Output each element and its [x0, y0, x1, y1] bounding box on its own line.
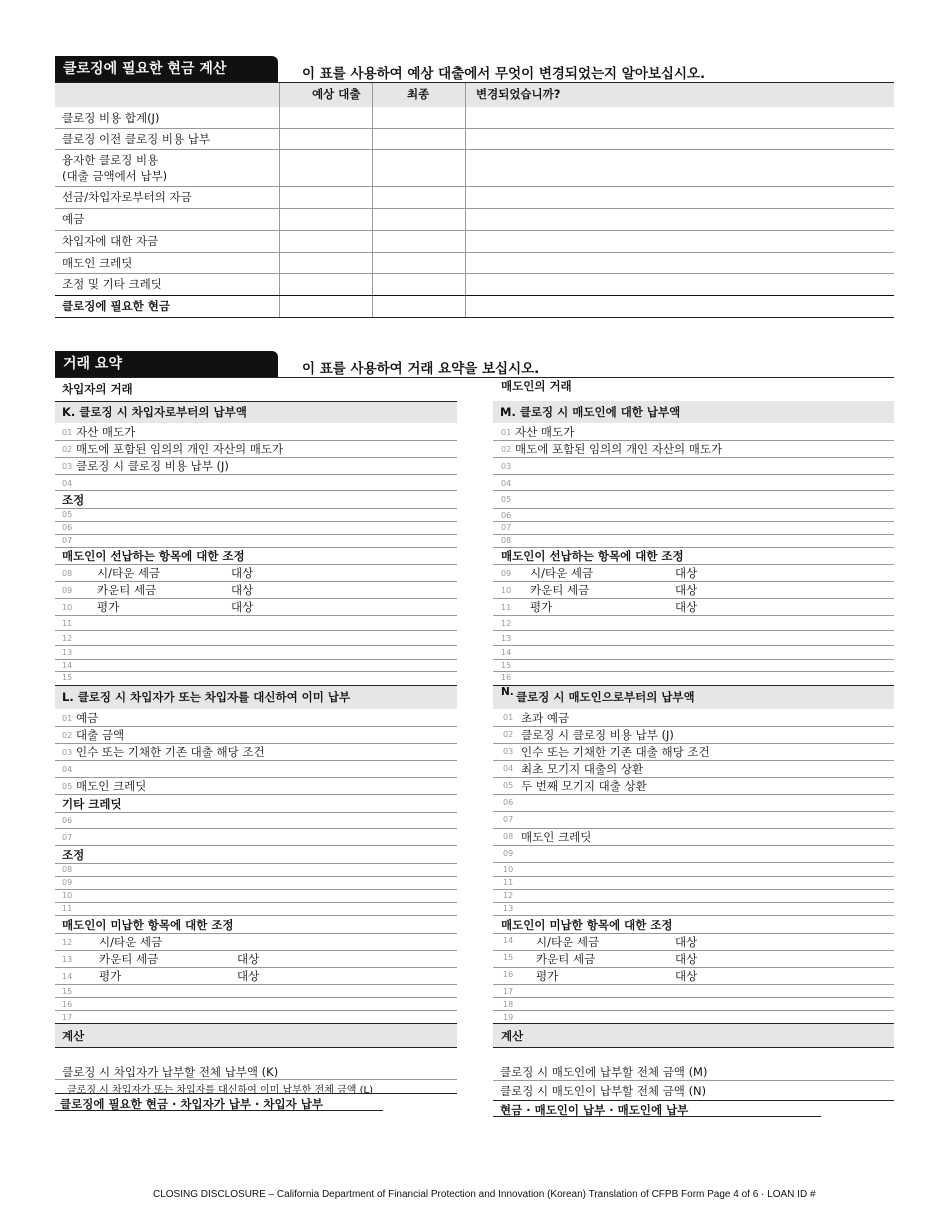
line-number: 05: [503, 781, 514, 790]
k-prepaid-heading: 매도인이 선납하는 항목에 대한 조정: [62, 549, 245, 563]
line-number: 13: [501, 634, 512, 643]
ctc-row-cash-to-close: 클로징에 필요한 현금: [62, 299, 170, 313]
seller-calc-title: 계산: [501, 1029, 524, 1043]
borrower-transaction-heading: 차입자의 거래: [62, 382, 133, 396]
line-number: 02: [62, 445, 73, 454]
line-number: 12: [62, 938, 73, 947]
n-line-04: 최초 모기지 대출의 상환: [521, 762, 644, 776]
line-number: 12: [501, 619, 512, 628]
m-line-11-to: 대상: [675, 600, 698, 614]
ctc-row-total-closing-costs: 클로징 비용 합계(J): [62, 111, 160, 125]
line-number: 11: [62, 619, 73, 628]
line-number: 05: [62, 510, 73, 519]
line-number: 15: [501, 661, 512, 670]
k-line-08: 시/타운 세금: [97, 566, 161, 580]
m-line-11: 평가: [530, 600, 553, 614]
m-prepaid-heading: 매도인이 선납하는 항목에 대한 조정: [501, 549, 684, 563]
k-adjustments-heading: 조정: [62, 493, 85, 507]
line-number: 07: [503, 815, 514, 824]
line-number: 09: [62, 586, 73, 595]
m-line-09: 시/타운 세금: [530, 566, 594, 580]
line-number: 04: [501, 479, 512, 488]
k-line-08-to: 대상: [231, 566, 254, 580]
line-number: 14: [62, 972, 73, 981]
l-line-03: 인수 또는 기채한 기존 대출 해당 조건: [76, 745, 265, 759]
line-number: 12: [503, 891, 514, 900]
line-number: 11: [501, 603, 512, 612]
line-number: 10: [501, 586, 512, 595]
line-number: 15: [503, 953, 514, 962]
l-line-14-to: 대상: [237, 969, 260, 983]
line-number: 04: [62, 765, 73, 774]
section-m-title: M. 클로징 시 매도인에 대한 납부액: [500, 405, 681, 419]
line-number: 11: [62, 904, 73, 913]
l-adjustments-heading: 조정: [62, 848, 85, 862]
line-number: 08: [62, 569, 73, 578]
line-number: 11: [503, 878, 514, 887]
k-line-03: 클로징 시 클로징 비용 납부 (J): [76, 459, 229, 473]
l-unpaid-heading: 매도인이 미납한 항목에 대한 조정: [62, 918, 234, 932]
col-estimate: 예상 대출: [312, 87, 361, 101]
line-number: 02: [503, 730, 514, 739]
l-line-14: 평가: [99, 969, 122, 983]
line-number: 06: [501, 511, 512, 520]
ctc-row-seller-credits: 매도인 크레딧: [62, 256, 133, 270]
line-number: 10: [62, 603, 73, 612]
l-line-12: 시/타운 세금: [99, 935, 163, 949]
l-other-credits-heading: 기타 크레딧: [62, 797, 122, 811]
line-number: 13: [62, 648, 73, 657]
n-unpaid-heading: 매도인이 미납한 항목에 대한 조정: [501, 918, 673, 932]
borrower-calc-total-k: 클로징 시 차입자가 납부할 전체 납부액 (K): [62, 1065, 279, 1079]
line-number: 06: [62, 523, 73, 532]
line-number: 17: [503, 987, 514, 996]
line-number: 09: [62, 878, 73, 887]
line-number: 06: [503, 798, 514, 807]
seller-calc-total-m: 클로징 시 매도인에 납부할 전체 금액 (M): [500, 1065, 708, 1079]
line-number: 08: [62, 865, 73, 874]
n-line-14: 시/타운 세금: [536, 935, 600, 949]
line-number: 14: [501, 648, 512, 657]
k-line-10: 평가: [97, 600, 120, 614]
section-n-letter: N.: [501, 686, 514, 698]
line-number: 06: [62, 816, 73, 825]
col-final: 최종: [407, 87, 430, 101]
line-number: 01: [62, 428, 73, 437]
line-number: 03: [501, 462, 512, 471]
m-line-01: 자산 매도가: [515, 425, 575, 439]
line-number: 07: [62, 833, 73, 842]
k-line-02: 매도에 포함된 임의의 개인 자산의 매도가: [76, 442, 284, 456]
k-line-09: 카운티 세금: [97, 583, 157, 597]
ctc-header-row: [55, 83, 894, 107]
line-number: 09: [503, 849, 514, 858]
line-number: 16: [62, 1000, 73, 1009]
seller-transaction-heading: 매도인의 거래: [501, 379, 572, 393]
m-line-02: 매도에 포함된 임의의 개인 자산의 매도가: [515, 442, 723, 456]
line-number: 09: [501, 569, 512, 578]
line-number: 15: [62, 987, 73, 996]
l-line-01: 예금: [76, 711, 99, 725]
ctc-row-adjustments: 조정 및 기타 크레딧: [62, 277, 162, 291]
ctc-row-paid-before: 클로징 이전 클로징 비용 납부: [62, 132, 210, 146]
n-line-03: 인수 또는 기채한 기존 대출 해당 조건: [521, 745, 710, 759]
ctc-description: 이 표를 사용하여 예상 대출에서 무엇이 변경되었는지 알아보십시오.: [302, 66, 706, 82]
line-number: 05: [62, 782, 73, 791]
borrower-calc-header: [55, 1023, 457, 1047]
l-line-13: 카운티 세금: [99, 952, 159, 966]
n-line-15-to: 대상: [675, 952, 698, 966]
ts-description: 이 표를 사용하여 거래 요약을 보십시오.: [302, 361, 540, 377]
l-line-13-to: 대상: [237, 952, 260, 966]
line-number: 01: [503, 713, 514, 722]
line-number: 01: [62, 714, 73, 723]
line-number: 03: [503, 747, 514, 756]
ctc-title: 클로징에 필요한 현금 계산: [55, 56, 278, 82]
n-line-14-to: 대상: [675, 935, 698, 949]
n-line-16: 평가: [536, 969, 559, 983]
k-line-10-to: 대상: [231, 600, 254, 614]
k-line-01: 자산 매도가: [76, 425, 136, 439]
line-number: 12: [62, 634, 73, 643]
k-line-09-to: 대상: [231, 583, 254, 597]
line-number: 10: [62, 891, 73, 900]
line-number: 01: [501, 428, 512, 437]
l-line-05: 매도인 크레딧: [76, 779, 147, 793]
l-line-02: 대출 금액: [76, 728, 125, 742]
line-number: 07: [62, 536, 73, 545]
line-number: 18: [503, 1000, 514, 1009]
line-number: 04: [62, 479, 73, 488]
section-l-title: L. 클로징 시 차입자가 또는 차입자를 대신하여 이미 납부: [62, 690, 351, 704]
line-number: 03: [62, 462, 73, 471]
m-line-09-to: 대상: [675, 566, 698, 580]
line-number: 05: [501, 495, 512, 504]
line-number: 08: [503, 832, 514, 841]
line-number: 16: [503, 970, 514, 979]
borrower-calc-title: 계산: [62, 1029, 85, 1043]
borrower-calc-total-l: 클로징 시 차입자가 또는 차입자를 대신하여 이미 납부한 전체 금액 (L): [67, 1085, 373, 1096]
ts-title: 거래 요약: [55, 351, 278, 377]
ctc-row-deposit: 예금: [62, 212, 85, 226]
ctc-row-funds-for-borrower: 차입자에 대한 자금: [62, 234, 159, 248]
n-line-01: 초과 예금: [521, 711, 570, 725]
n-line-08: 매도인 크레딧: [521, 830, 592, 844]
line-number: 03: [62, 748, 73, 757]
line-number: 02: [501, 445, 512, 454]
m-line-10: 카운티 세금: [530, 583, 590, 597]
col-changed: 변경되었습니까?: [476, 87, 561, 101]
line-number: 08: [501, 536, 512, 545]
n-line-16-to: 대상: [675, 969, 698, 983]
page-footer: CLOSING DISCLOSURE – California Department of Financial Protection and Innovation (Korean) Translation of CFPB Form Page 4 of 6 · LOAN ID #: [153, 1189, 816, 1200]
ctc-row-down-payment: 선금/차입자로부터의 자금: [62, 190, 192, 204]
section-n-title: 클로징 시 매도인으로부터의 납부액: [516, 690, 695, 704]
line-number: 02: [62, 731, 73, 740]
line-number: 07: [501, 523, 512, 532]
line-number: 17: [62, 1013, 73, 1022]
line-number: 14: [62, 661, 73, 670]
line-number: 14: [503, 936, 514, 945]
n-line-05: 두 번째 모기지 대출 상환: [521, 779, 647, 793]
seller-cash-to-close: 현금 · 매도인이 납부 · 매도인에 납부: [500, 1103, 689, 1117]
line-number: 16: [501, 673, 512, 682]
line-number: 15: [62, 673, 73, 682]
line-number: 19: [503, 1013, 514, 1022]
n-line-15: 카운티 세금: [536, 952, 596, 966]
m-line-10-to: 대상: [675, 583, 698, 597]
line-number: 13: [62, 955, 73, 964]
ctc-row-financed: 융자한 클로징 비용: [62, 153, 159, 167]
seller-calc-total-n: 클로징 시 매도인이 납부할 전체 금액 (N): [500, 1084, 707, 1098]
seller-calc-header: [493, 1023, 894, 1047]
line-number: 04: [503, 764, 514, 773]
borrower-cash-to-close: 클로징에 필요한 현금 · 차입자가 납부 · 차입자 납부: [60, 1097, 323, 1111]
section-k-title: K. 클로징 시 차입자로부터의 납부액: [62, 405, 247, 419]
ctc-row-financed-note: (대출 금액에서 납부): [62, 169, 168, 183]
n-line-02: 클로징 시 클로징 비용 납부 (J): [521, 728, 674, 742]
line-number: 10: [503, 865, 514, 874]
line-number: 13: [503, 904, 514, 913]
